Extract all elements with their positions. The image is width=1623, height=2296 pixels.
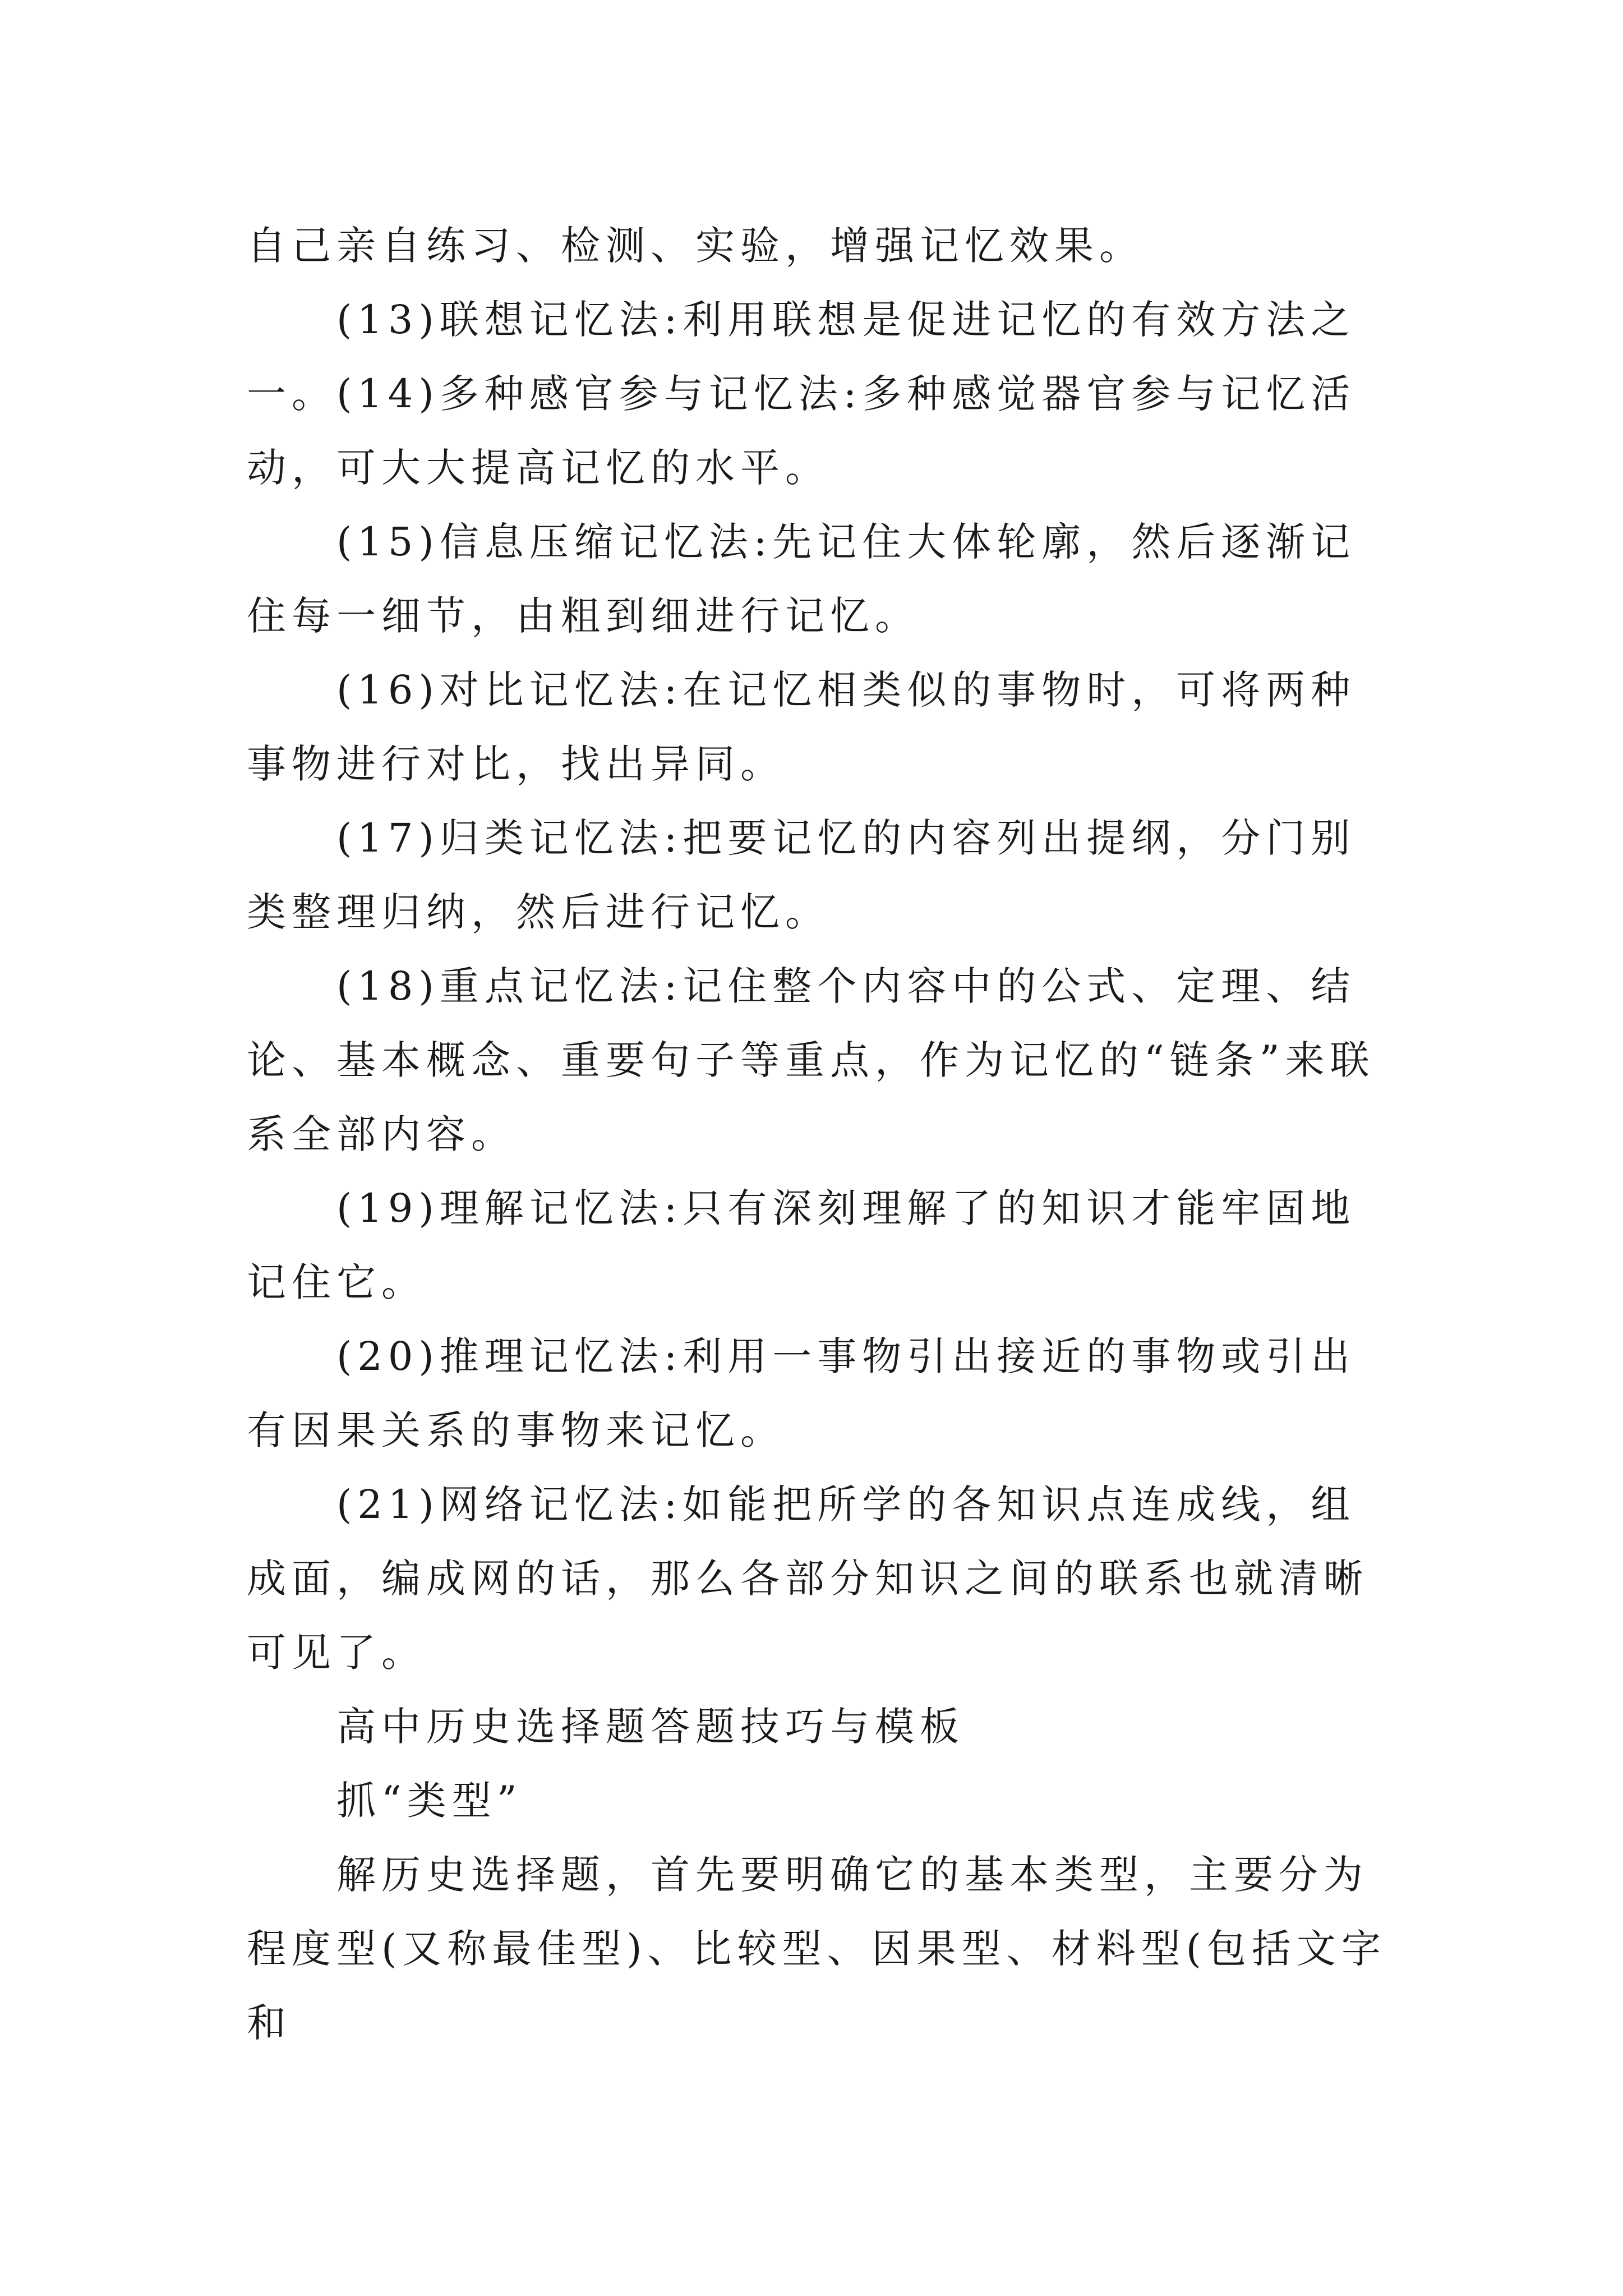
paragraph-continuation: 自己亲自练习、检测、实验，增强记忆效果。 <box>247 223 1144 269</box>
paragraph-method-17: (17)归类记忆法:把要记忆的内容列出提纲，分门别类整理归纳，然后进行记忆。 <box>247 815 1356 935</box>
paragraph-method-21: (21)网络记忆法:如能把所学的各知识点连成线，组成面，编成网的话，那么各部分知识之间的联系也就清晰可见了。 <box>247 1481 1368 1676</box>
paragraph-method-19: (19)理解记忆法:只有深刻理解了的知识才能牢固地记住它。 <box>247 1185 1356 1305</box>
paragraph-method-13: (13)联想记忆法:利用联想是促进记忆的有效方法之一。 <box>247 297 1356 417</box>
section-heading: 高中历史选择题答题技巧与模板 <box>336 1704 965 1750</box>
paragraph-method-15: (15)信息压缩记忆法:先记住大体轮廓，然后逐渐记住每一细节，由粗到细进行记忆。 <box>247 519 1356 639</box>
paragraph-method-20: (20)推理记忆法:利用一事物引出接近的事物或引出有因果关系的事物来记忆。 <box>247 1333 1356 1453</box>
section-subheading: 抓“类型” <box>336 1778 523 1824</box>
paragraph-method-16: (16)对比记忆法:在记忆相类似的事物时，可将两种事物进行对比，找出异同。 <box>247 667 1356 787</box>
paragraph-method-14: (14)多种感官参与记忆法:多种感觉器官参与记忆活动，可大大提高记忆的水平。 <box>247 371 1356 491</box>
paragraph-body: 解历史选择题，首先要明确它的基本类型，主要分为程度型(又称最佳型)、比较型、因果型、材料型(包括文字和 <box>247 1852 1386 2046</box>
paragraph-method-18: (18)重点记忆法:记住整个内容中的公式、定理、结论、基本概念、重要句子等重点，作为记忆的“链条”来联系全部内容。 <box>247 963 1375 1157</box>
